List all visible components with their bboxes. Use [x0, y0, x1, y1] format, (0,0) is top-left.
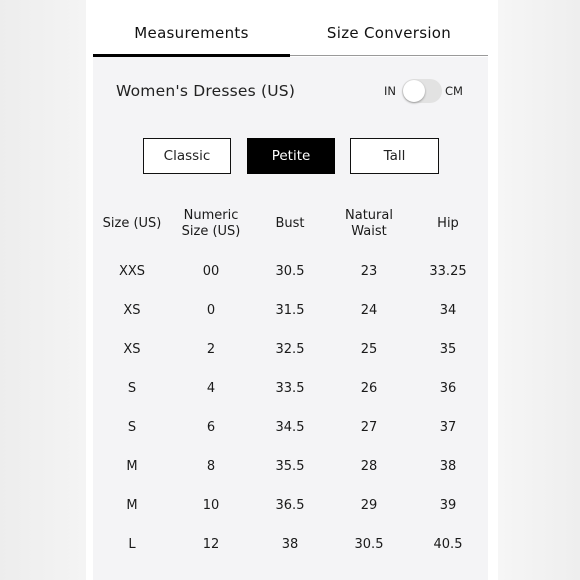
table-cell: 8 [206, 459, 216, 474]
table-header-cell: Bust [275, 216, 305, 231]
table-cell: L [128, 537, 136, 552]
table-cell: 34 [439, 303, 457, 318]
left-background [0, 0, 86, 580]
table-cell: 25 [360, 342, 378, 357]
table-cell: 38 [281, 537, 299, 552]
fit-tall-button[interactable]: Tall [350, 138, 439, 174]
table-cell: 28 [360, 459, 378, 474]
table-cell: 00 [202, 264, 220, 279]
table-cell: 33.5 [275, 381, 305, 396]
table-header-cell: Hip [437, 216, 459, 231]
table-header-cell: Size (US) [102, 216, 162, 231]
table-cell: 6 [206, 420, 216, 435]
table-cell: S [127, 420, 137, 435]
table-cell: 32.5 [275, 342, 305, 357]
section-title: Women's Dresses (US) [116, 82, 296, 100]
table-cell: 40.5 [433, 537, 463, 552]
table-cell: 23 [360, 264, 378, 279]
table-header-cell: Natural Waist [345, 208, 393, 239]
unit-label-in: IN [384, 84, 396, 98]
table-cell: 36.5 [275, 498, 305, 513]
table-cell: 10 [202, 498, 220, 513]
table-cell: XXS [118, 264, 146, 279]
table-cell: XS [123, 342, 141, 357]
tab-size-conversion[interactable]: Size Conversion [326, 24, 452, 42]
table-cell: S [127, 381, 137, 396]
toggle-knob [403, 80, 425, 102]
table-cell: 30.5 [275, 264, 305, 279]
table-cell: M [126, 498, 138, 513]
table-cell: 26 [360, 381, 378, 396]
table-cell: 31.5 [275, 303, 305, 318]
table-cell: 34.5 [275, 420, 305, 435]
app-screen [86, 0, 498, 580]
table-cell: 4 [206, 381, 216, 396]
table-cell: 24 [360, 303, 378, 318]
table-cell: 27 [360, 420, 378, 435]
table-cell: 35.5 [275, 459, 305, 474]
table-header-cell: Numeric Size (US) [181, 208, 241, 239]
table-cell: 33.25 [429, 264, 467, 279]
table-cell: 37 [439, 420, 457, 435]
table-cell: 38 [439, 459, 457, 474]
fit-classic-button[interactable]: Classic [143, 138, 231, 174]
right-background [498, 0, 580, 580]
fit-petite-button[interactable]: Petite [247, 138, 335, 174]
unit-label-cm: CM [445, 84, 463, 98]
table-cell: 39 [439, 498, 457, 513]
tab-measurements[interactable]: Measurements [134, 24, 249, 42]
measurements-panel [93, 57, 488, 580]
table-cell: 30.5 [354, 537, 384, 552]
table-cell: XS [123, 303, 141, 318]
table-cell: 35 [439, 342, 457, 357]
table-cell: M [126, 459, 138, 474]
tab-bar [93, 0, 488, 56]
table-cell: 36 [439, 381, 457, 396]
table-cell: 12 [202, 537, 220, 552]
table-cell: 2 [206, 342, 216, 357]
table-cell: 29 [360, 498, 378, 513]
unit-toggle[interactable] [402, 79, 442, 103]
table-cell: 0 [206, 303, 216, 318]
